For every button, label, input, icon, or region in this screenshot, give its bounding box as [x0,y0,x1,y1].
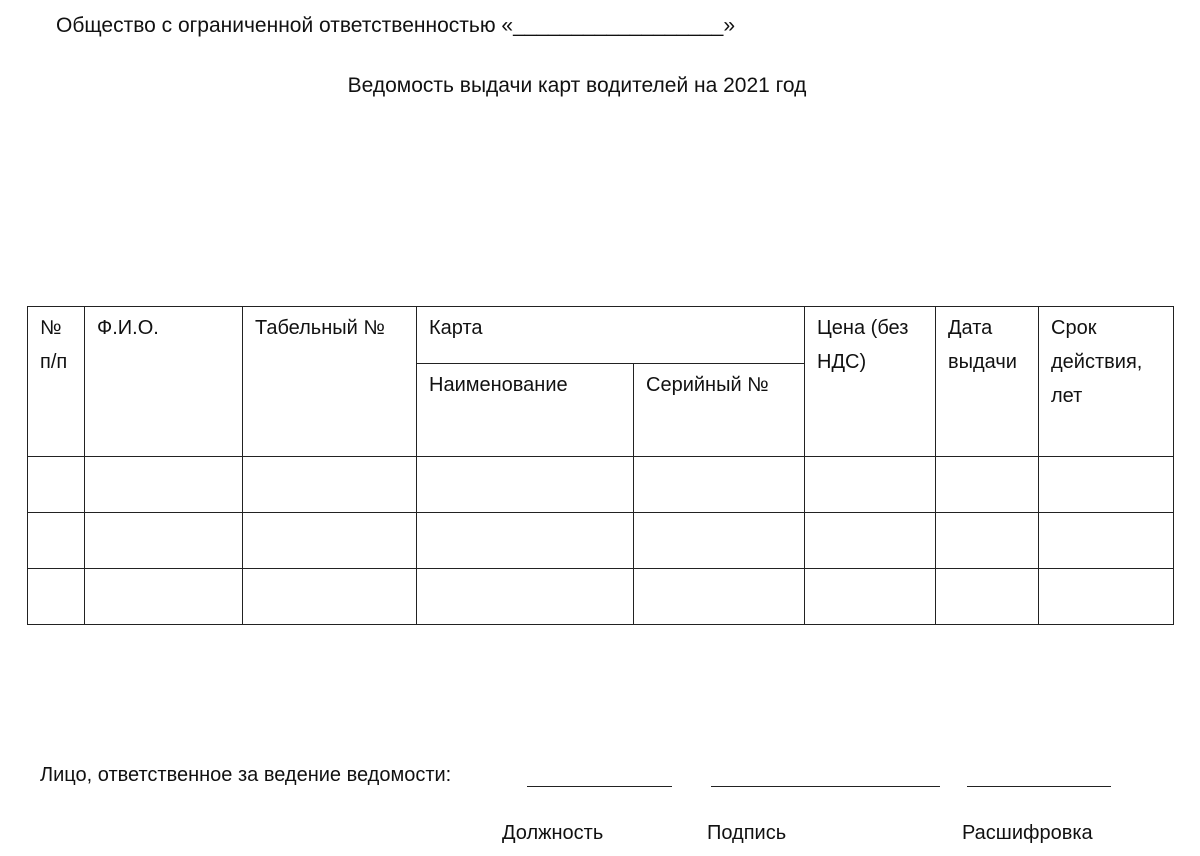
table-cell[interactable] [243,513,417,569]
table-cell[interactable] [85,569,243,625]
table-cell[interactable] [634,569,805,625]
signature-blank-line[interactable] [711,786,940,787]
header-issue-date: Дата выдачи [936,307,1039,457]
table-cell[interactable] [417,513,634,569]
decoding-blank-line[interactable] [967,786,1111,787]
table-row [28,457,1174,513]
table-row [28,513,1174,569]
table-header-row [28,307,1174,364]
table-cell[interactable] [634,457,805,513]
responsible-person-label: Лицо, ответственное за ведение ведомости: [40,764,452,786]
header-card: Карта [417,307,805,364]
table-cell[interactable] [805,457,936,513]
table-row [28,569,1174,625]
table-cell[interactable] [85,513,243,569]
table-cell[interactable] [936,569,1039,625]
table-cell[interactable] [417,457,634,513]
header-num: № п/п [28,307,85,457]
table-cell[interactable] [634,513,805,569]
table-cell[interactable] [28,569,85,625]
table-cell[interactable] [805,513,936,569]
position-blank-line[interactable] [527,786,672,787]
table-cell[interactable] [936,457,1039,513]
table-cell[interactable] [1039,457,1174,513]
signature-caption: Подпись [707,822,787,844]
decoding-caption: Расшифровка [962,822,1093,844]
issue-register-table [27,306,1174,625]
table-cell[interactable] [85,457,243,513]
position-caption: Должность [502,822,604,844]
table-cell[interactable] [243,569,417,625]
table-cell[interactable] [936,513,1039,569]
header-fio: Ф.И.О. [85,307,243,457]
header-price: Цена (без НДС) [805,307,936,457]
header-tab-num: Табельный № [243,307,417,457]
table-cell[interactable] [28,513,85,569]
table-cell[interactable] [243,457,417,513]
header-card-serial: Серийный № [634,364,805,457]
table-cell[interactable] [1039,569,1174,625]
table-cell[interactable] [28,457,85,513]
table-cell[interactable] [417,569,634,625]
header-validity: Срок действия, лет [1039,307,1174,457]
document-title: Ведомость выдачи карт водителей на 2021 год [347,74,807,97]
header-card-name: Наименование [417,364,634,457]
table-cell[interactable] [805,569,936,625]
organization-line: Общество с ограниченной ответственностью «__________________» [56,14,735,37]
table-cell[interactable] [1039,513,1174,569]
